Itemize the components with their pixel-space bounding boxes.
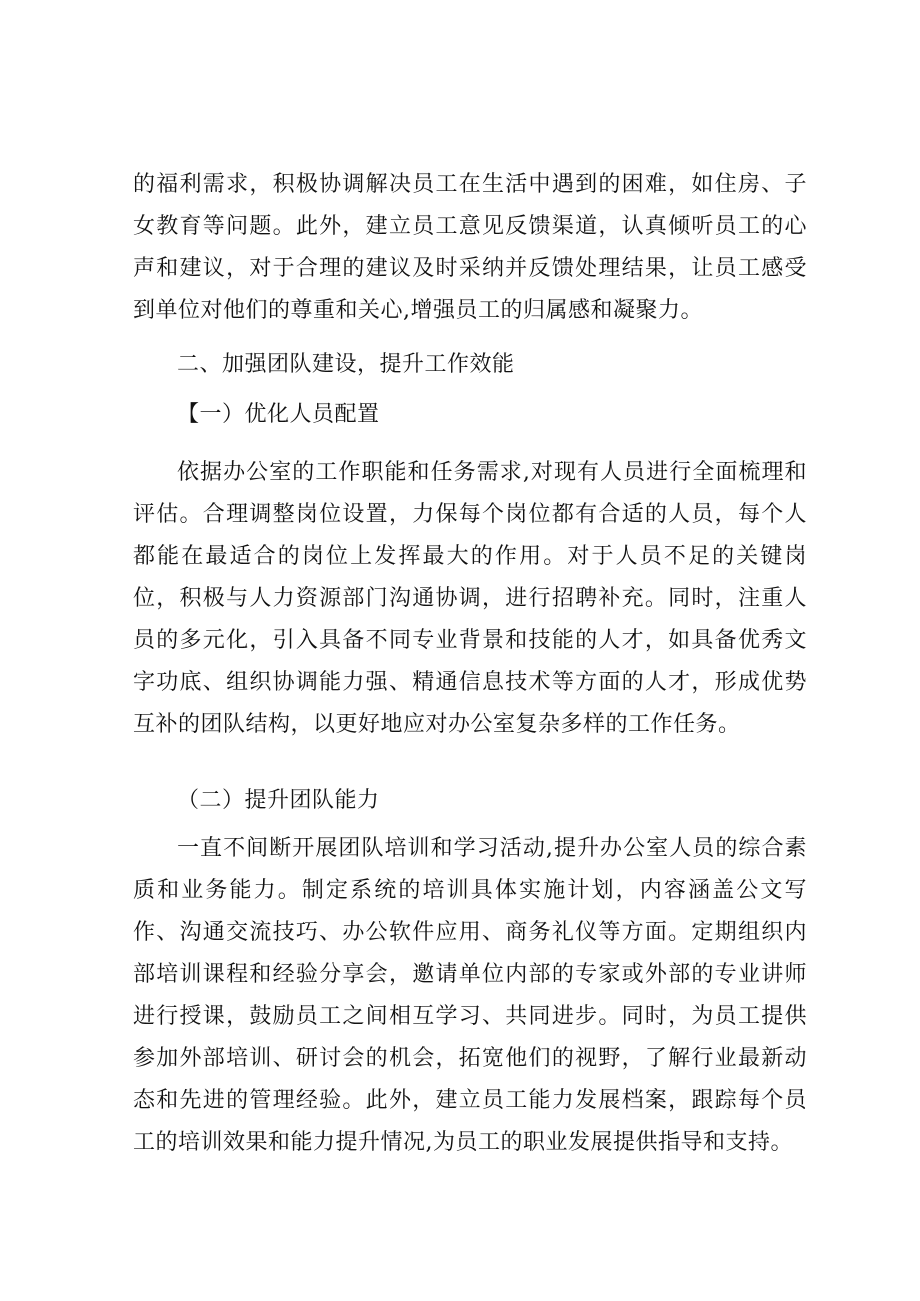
paragraph-training xyxy=(133,828,807,1164)
subheading-text: （二）提升团队能力 xyxy=(177,788,380,813)
paragraph-text: 的福利需求，积极协调解决员工在生活中遇到的困难，如住房、子女教育等问题。此外，建立员工意见反馈渠道，认真倾听员工的心声和建议，对于合理的建议及时采纳并反馈处理结果，让员工感受到单位对他们的尊重和关心,增强员工的归属感和凝聚力。 xyxy=(133,172,807,323)
paragraph-text: 依据办公室的工作职能和任务需求,对现有人员进行全面梳理和评估。合理调整岗位设置，力保每个岗位都有合适的人员，每个人都能在最适合的岗位上发挥最大的作用。对于人员不足的关键岗位，积极与人力资源部门沟通协调，进行招聘补充。同时，注重人员的多元化，引入具备不同专业背景和技能的人才，如具备优秀文字功底、组织协调能力强、精通信息技术等方面的人才，形成优势互补的团队结构，以更好地应对办公室复杂多样的工作任务。 xyxy=(133,460,807,737)
subheading-optimize-staffing xyxy=(177,394,807,436)
subheading-text: 【一）优化人员配置 xyxy=(177,402,380,427)
section-heading-team-building xyxy=(177,344,807,386)
paragraph-staffing xyxy=(133,452,807,746)
subheading-improve-ability xyxy=(177,780,807,822)
paragraph-text: 一直不间断开展团队培训和学习活动,提升办公室人员的综合素质和业务能力。制定系统的培训具体实施计划，内容涵盖公文写作、沟通交流技巧、办公软件应用、商务礼仪等方面。定期组织内部培训课程和经验分享会，邀请单位内部的专家或外部的专业讲师进行授课，鼓励员工之间相互学习、共同进步。同时，为员工提供参加外部培训、研讨会的机会，拓宽他们的视野，了解行业最新动态和先进的管理经验。此外，建立员工能力发展档案，跟踪每个员工的培训效果和能力提升情况,为员工的职业发展提供指导和支持。 xyxy=(133,836,807,1155)
section-heading-text: 二、加强团队建设，提升工作效能 xyxy=(177,352,515,377)
paragraph-welfare xyxy=(133,164,807,332)
